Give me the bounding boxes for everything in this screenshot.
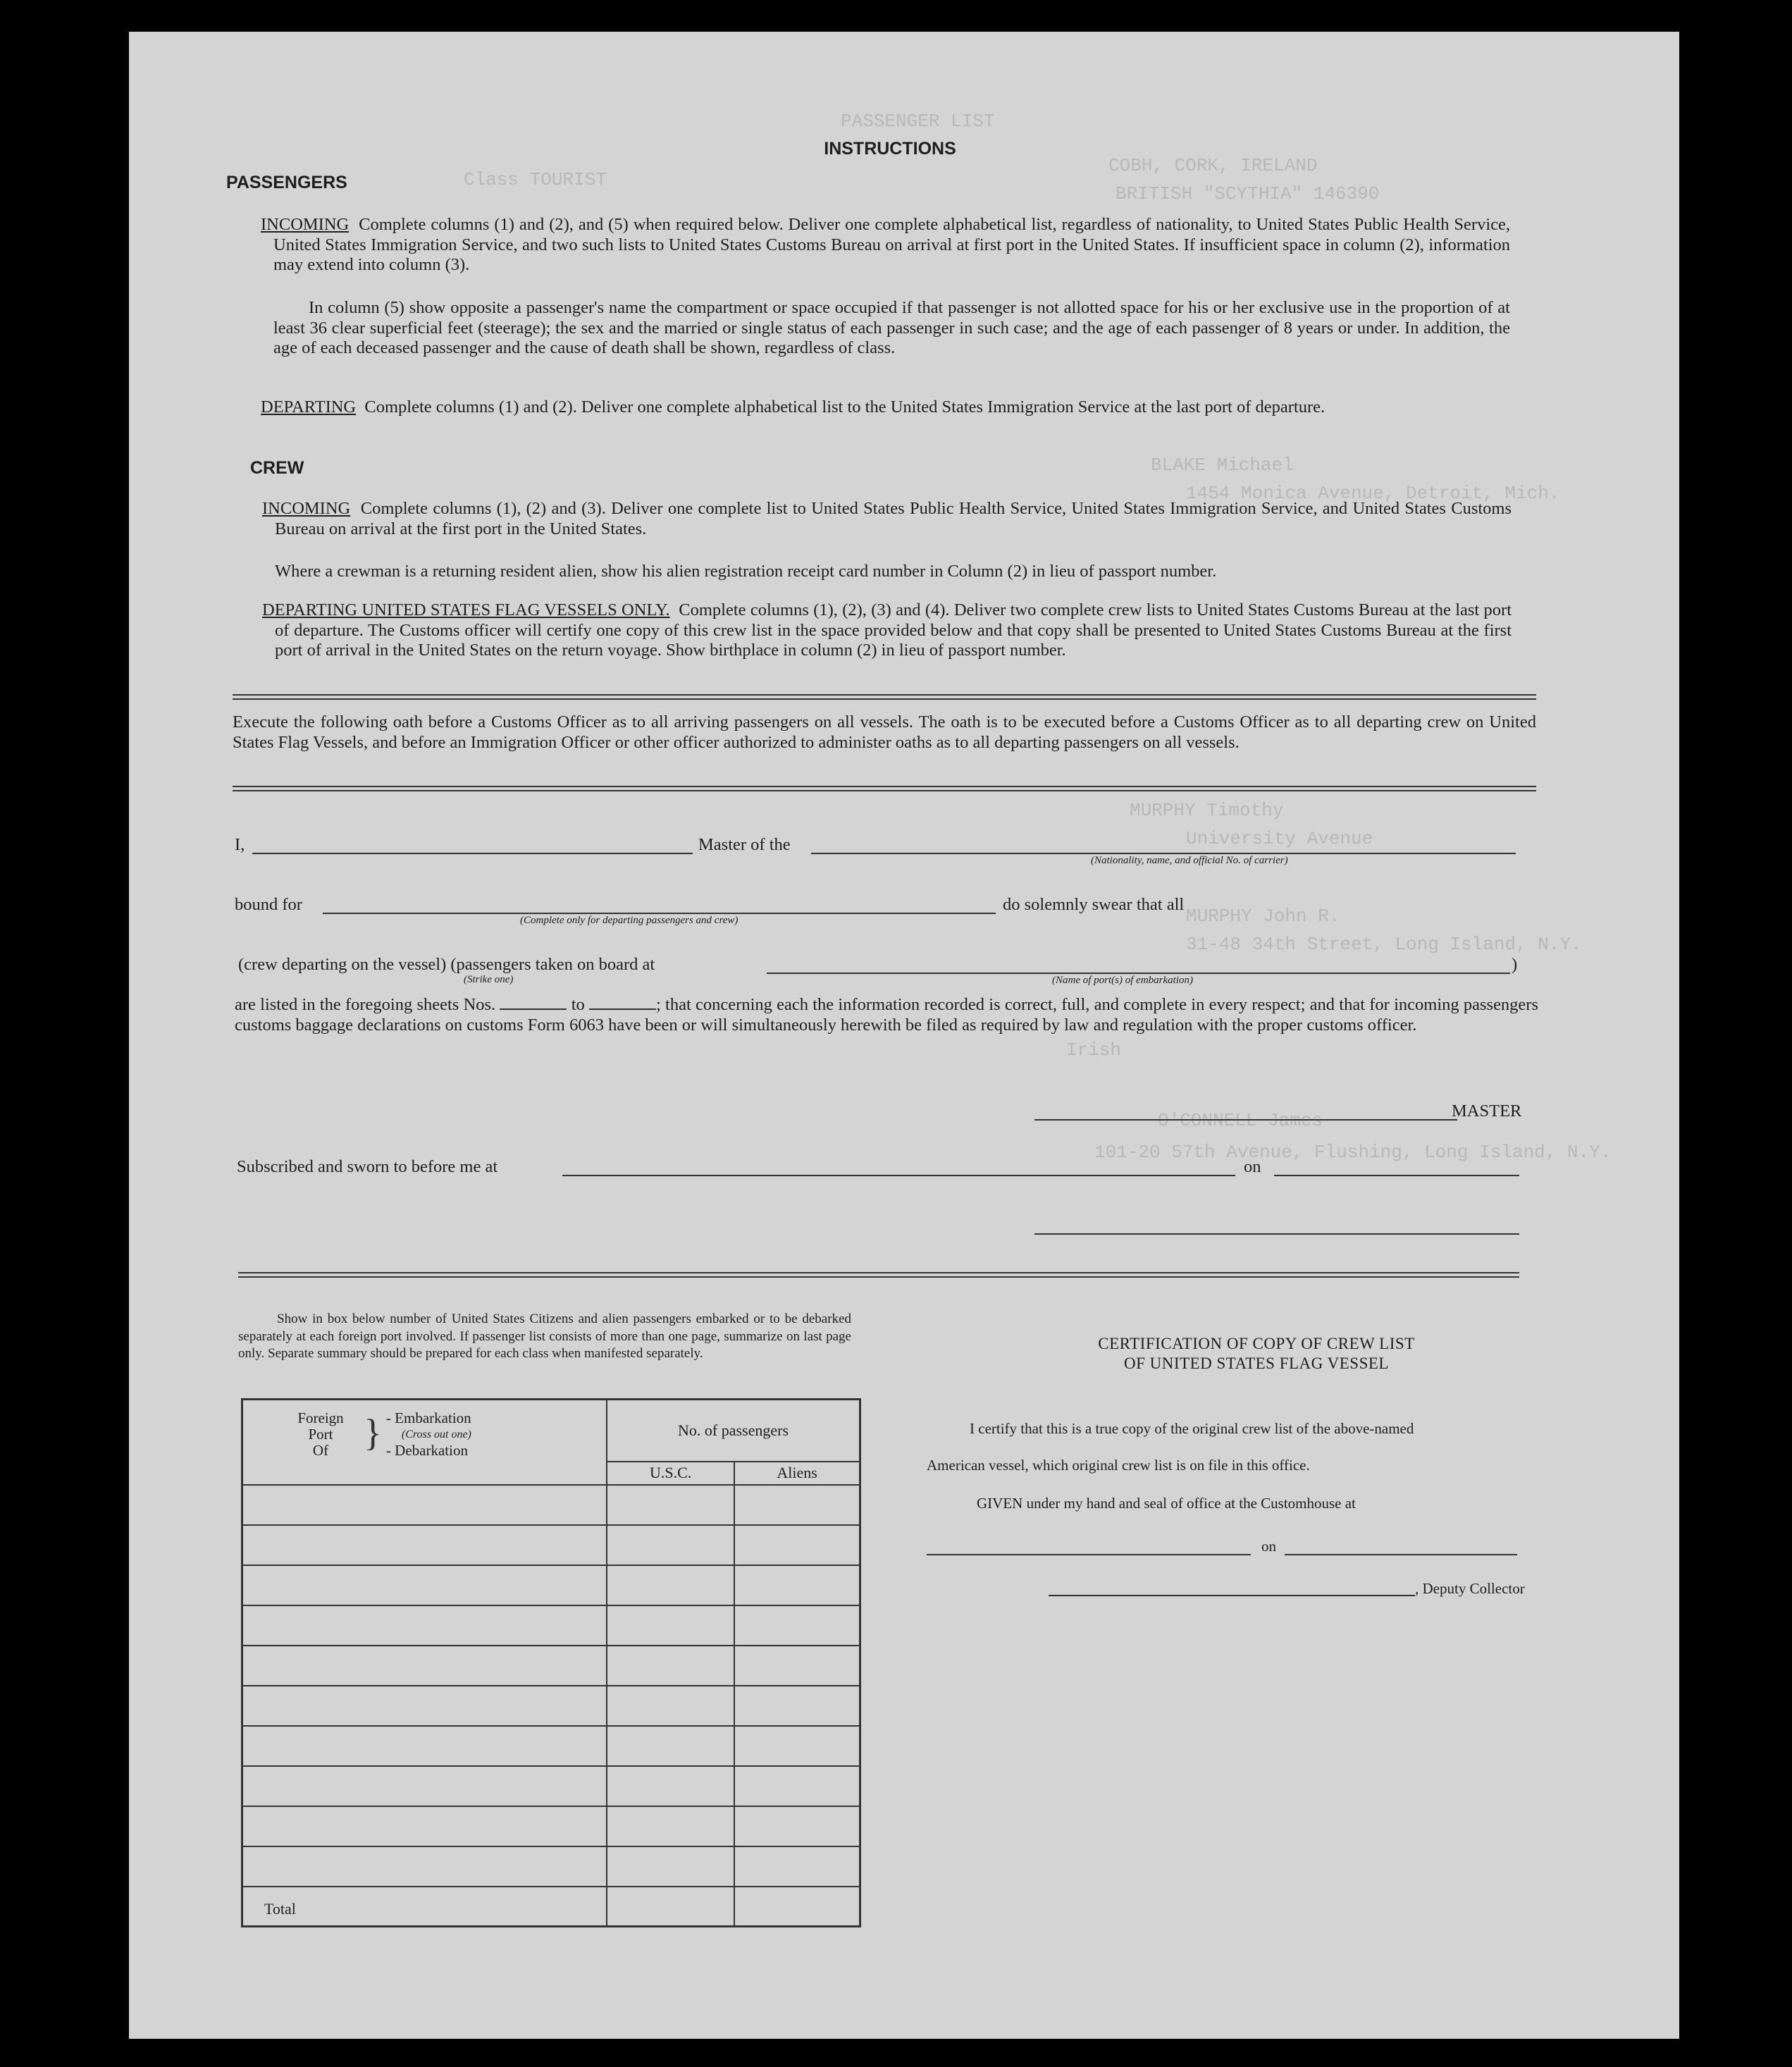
port-cell[interactable] bbox=[242, 1686, 607, 1726]
usc-cell[interactable] bbox=[607, 1525, 734, 1565]
passengers-incoming-text: Complete columns (1) and (2), and (5) when required below. Deliver one complete alphabetical list, regardless of nationality, to United States Public Health Service, United States Immigration Service, and two such lists to United States Customs Bureau on arrival at first port in the United States. If insufficient space in column (2), information may extend into column (3). bbox=[273, 215, 1511, 274]
usc-cell[interactable] bbox=[607, 1806, 734, 1846]
crew-heading: CREW bbox=[250, 458, 304, 478]
strike-one: (Strike one) bbox=[464, 974, 514, 985]
bleed-class: Class TOURIST bbox=[464, 169, 607, 190]
total-aliens-cell[interactable] bbox=[734, 1887, 860, 1927]
aliens-cell[interactable] bbox=[734, 1766, 860, 1806]
passengers-heading: PASSENGERS bbox=[226, 173, 347, 192]
port-cell[interactable] bbox=[242, 1605, 607, 1646]
usc-cell[interactable] bbox=[607, 1846, 734, 1887]
aliens-cell[interactable] bbox=[734, 1605, 860, 1646]
master-label: MASTER bbox=[1452, 1102, 1522, 1121]
certification-title-1: CERTIFICATION OF COPY OF CREW LIST bbox=[1098, 1335, 1415, 1352]
embarkation-label: - Embarkation bbox=[385, 1409, 471, 1426]
bleed-addr-2: University Avenue bbox=[1186, 828, 1373, 849]
oath-intro: Execute the following oath before a Customs Officer as to all arriving passengers on all vessels. The oath is to be executed before a Customs Officer as to all departing crew on United States Flag Vessels, and before an Immigration Officer or other officer authorized to administer oaths as to all departing passengers on all vessels. bbox=[233, 712, 1536, 752]
port-cell[interactable] bbox=[242, 1485, 607, 1525]
solemnly-swear: do solemnly swear that all bbox=[1003, 895, 1185, 914]
divider bbox=[238, 1272, 1519, 1278]
passengers-departing-label: DEPARTING bbox=[261, 397, 357, 417]
crew-departing-para bbox=[262, 600, 1512, 661]
aliens-cell[interactable] bbox=[734, 1525, 860, 1565]
carrier-field[interactable] bbox=[811, 853, 1516, 854]
passengers-incoming-para bbox=[261, 215, 1511, 276]
crew-departing-passengers: (crew departing on the vessel) (passengers taken on board at bbox=[238, 955, 655, 974]
bleed-addr-1: 1454 Monica Avenue, Detroit, Mich. bbox=[1186, 483, 1560, 504]
port-cell[interactable] bbox=[242, 1525, 607, 1565]
passengers-departing-para bbox=[261, 397, 1510, 418]
passengers-incoming-label: INCOMING bbox=[261, 215, 350, 234]
aliens-cell[interactable] bbox=[734, 1686, 860, 1726]
brace: } bbox=[364, 1412, 382, 1454]
bleed-name-3: MURPHY John R. bbox=[1186, 906, 1340, 927]
usc-cell[interactable] bbox=[607, 1565, 734, 1605]
foreign-port-header bbox=[242, 1400, 607, 1485]
crew-incoming-label: INCOMING bbox=[262, 499, 351, 518]
passenger-summary-table bbox=[241, 1398, 861, 1927]
bound-caption: (Complete only for departing passengers and crew) bbox=[520, 915, 739, 926]
port-cell[interactable] bbox=[242, 1846, 607, 1887]
crew-departing-label: DEPARTING UNITED STATES FLAG VESSELS ONLY. bbox=[262, 600, 670, 619]
sworn-on-label: on bbox=[1244, 1157, 1261, 1176]
column5-para: In column (5) show opposite a passenger's name the compartment or space occupied if that passenger is not allotted space for his or her exclusive use in the proportion of at least 36 clear superficial feet (steerage); the sex and the married or single status of each passenger in such case; and the age of each passenger of 8 years or under. In addition, the age of each deceased passenger and the cause of death shall be shown, regardless of class. bbox=[273, 298, 1510, 357]
usc-cell[interactable] bbox=[607, 1726, 734, 1766]
sworn-place-field[interactable] bbox=[562, 1175, 1235, 1176]
debarkation-label: - Debarkation bbox=[385, 1442, 468, 1459]
aliens-cell[interactable] bbox=[734, 1565, 860, 1605]
close-paren: ) bbox=[1512, 955, 1518, 974]
aliens-cell[interactable] bbox=[734, 1485, 860, 1525]
of-label: Of bbox=[312, 1442, 329, 1459]
port-label: Port bbox=[308, 1426, 333, 1443]
crew-incoming-para bbox=[262, 499, 1512, 539]
bleed-name-2: MURPHY Timothy bbox=[1130, 800, 1284, 821]
usc-cell[interactable] bbox=[607, 1686, 734, 1726]
divider bbox=[233, 694, 1536, 700]
no-passengers-header: No. of passengers bbox=[607, 1400, 860, 1462]
port-cell[interactable] bbox=[242, 1766, 607, 1806]
certification-title-2: OF UNITED STATES FLAG VESSEL bbox=[1124, 1355, 1389, 1372]
certify-line-1: I certify that this is a true copy of the original crew list of the above-named bbox=[970, 1420, 1414, 1437]
ports-field[interactable] bbox=[767, 973, 1510, 974]
port-cell[interactable] bbox=[242, 1565, 607, 1605]
usc-cell[interactable] bbox=[607, 1605, 734, 1646]
officer-signature-field[interactable] bbox=[1034, 1233, 1519, 1235]
page-title: INSTRUCTIONS bbox=[824, 139, 956, 159]
usc-cell[interactable] bbox=[607, 1646, 734, 1686]
aliens-cell[interactable] bbox=[734, 1846, 860, 1887]
total-label: Total bbox=[242, 1887, 607, 1927]
usc-header: U.S.C. bbox=[607, 1462, 734, 1485]
port-cell[interactable] bbox=[242, 1806, 607, 1846]
bleed-addr-4: 101-20 57th Avenue, Flushing, Long Island, N.Y. bbox=[1094, 1142, 1612, 1163]
aliens-cell[interactable] bbox=[734, 1646, 860, 1686]
deputy-signature-field[interactable] bbox=[1049, 1595, 1415, 1596]
oath-i: I, bbox=[235, 835, 245, 854]
summary-note: Show in box below number of United States Citizens and alien passengers embarked or to be debarked separately at each foreign port involved. If passenger list consists of more than one page, summarize on last page only. Separate summary should be prepared for each class when manifested separately. bbox=[238, 1312, 851, 1361]
aliens-cell[interactable] bbox=[734, 1806, 860, 1846]
foreign-label: Foreign bbox=[297, 1409, 344, 1426]
document-page bbox=[129, 32, 1679, 2039]
port-cell[interactable] bbox=[242, 1726, 607, 1766]
bound-for-field[interactable] bbox=[323, 913, 996, 914]
certify-line-2: American vessel, which original crew list is on file in this office. bbox=[927, 1457, 1310, 1474]
crew-incoming-text: Complete columns (1), (2) and (3). Deliver one complete list to United States Public Health Service, United States Immigration Service, and United States Customs Bureau on arrival at the first port in the United States. bbox=[275, 499, 1512, 538]
crew-resident-para: Where a crewman is a returning resident alien, show his alien registration receipt card number in Column (2) in lieu of passport number. bbox=[275, 562, 1217, 581]
passengers-departing-text: Complete columns (1) and (2). Deliver one complete alphabetical list to the United States Immigration Service at the last port of departure. bbox=[364, 397, 1326, 417]
crew-departing-text: Complete columns (1), (2), (3) and (4). Deliver two complete crew lists to United States Customs Bureau at the last port of departure. The Customs officer will certify one copy of this crew list in the space provided below and that copy shall be presented to United States Customs Bureau at the first port of arrival in the United States on the return voyage. Show birthplace in column (2) in lieu of passport number. bbox=[275, 600, 1512, 660]
bleed-name-4: O'CONNELL James bbox=[1158, 1110, 1323, 1131]
bleed-carrier: BRITISH "SCYTHIA" 146390 bbox=[1116, 183, 1380, 204]
master-signature-field[interactable] bbox=[1034, 1119, 1457, 1121]
bleed-nationality: Irish bbox=[1066, 1039, 1122, 1061]
cross-out-label: (Cross out one) bbox=[401, 1429, 471, 1440]
customhouse-field[interactable] bbox=[927, 1554, 1251, 1555]
total-usc-cell[interactable] bbox=[607, 1887, 734, 1927]
cert-date-field[interactable] bbox=[1285, 1554, 1517, 1555]
subscribed-label: Subscribed and sworn to before me at bbox=[237, 1157, 498, 1176]
cert-on-label: on bbox=[1261, 1538, 1276, 1555]
master-of-the: Master of the bbox=[698, 835, 791, 854]
concerning-text: ; that concerning each the information recorded is correct, full, and complete in every respect; and that for incoming passengers customs baggage declarations on customs Form 6063 have been or will simultaneously herewith be filed as required by law and regulation with the proper customs officer. bbox=[235, 995, 1539, 1035]
aliens-header: Aliens bbox=[734, 1462, 860, 1485]
listed-in: are listed in the foregoing sheets Nos. bbox=[235, 995, 496, 1014]
sheet-from-field[interactable] bbox=[500, 1008, 567, 1010]
certification-title bbox=[1045, 1334, 1468, 1374]
divider bbox=[233, 786, 1536, 791]
bound-for: bound for bbox=[235, 895, 302, 914]
bleed-header: PASSENGER LIST bbox=[841, 111, 995, 132]
bleed-vessel: COBH, CORK, IRELAND bbox=[1108, 155, 1318, 176]
given-line: GIVEN under my hand and seal of office at the Customhouse at bbox=[977, 1495, 1356, 1512]
ports-caption: (Name of port(s) of embarkation) bbox=[1052, 975, 1193, 986]
sworn-date-field[interactable] bbox=[1274, 1175, 1519, 1176]
oath-body bbox=[235, 995, 1538, 1035]
bleed-addr-3: 31-48 34th Street, Long Island, N.Y. bbox=[1186, 934, 1582, 955]
to-label: to bbox=[571, 995, 585, 1014]
bleed-name-1: BLAKE Michael bbox=[1151, 455, 1294, 476]
usc-cell[interactable] bbox=[607, 1766, 734, 1806]
sheet-to-field[interactable] bbox=[589, 1008, 656, 1010]
deputy-collector-label: , Deputy Collector bbox=[1415, 1580, 1525, 1597]
usc-cell[interactable] bbox=[607, 1485, 734, 1525]
carrier-caption: (Nationality, name, and official No. of carrier) bbox=[1091, 855, 1288, 866]
aliens-cell[interactable] bbox=[734, 1726, 860, 1766]
port-cell[interactable] bbox=[242, 1646, 607, 1686]
master-name-field[interactable] bbox=[252, 853, 693, 854]
